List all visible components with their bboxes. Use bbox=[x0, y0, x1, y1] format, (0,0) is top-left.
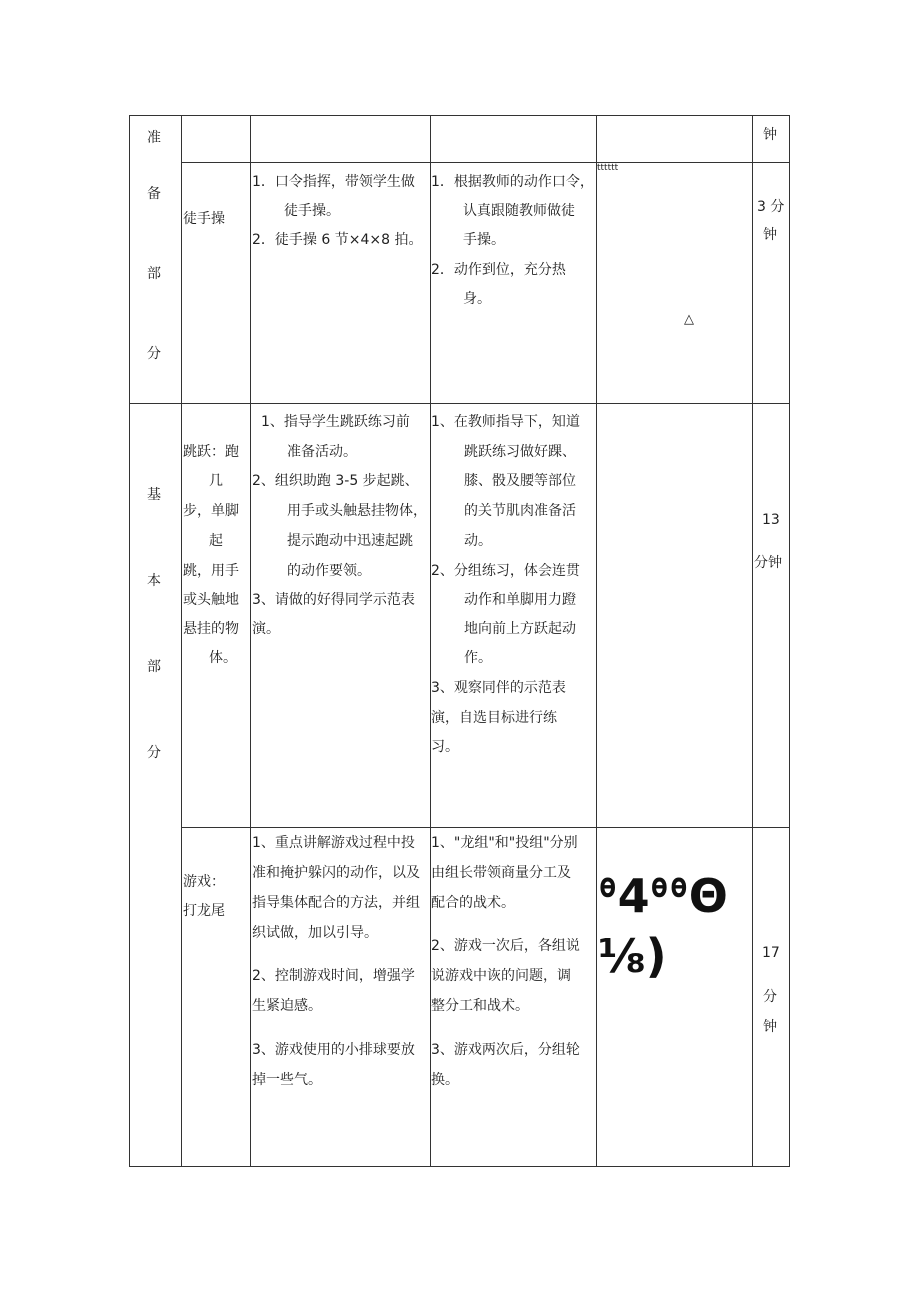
prep-organization-mark: tttttt bbox=[597, 163, 619, 173]
row-divider bbox=[130, 403, 789, 404]
col-divider bbox=[181, 116, 182, 1166]
col-divider bbox=[752, 116, 753, 1166]
row-divider bbox=[181, 162, 789, 163]
col-divider bbox=[596, 116, 597, 1166]
prep-content: 徒手操 bbox=[183, 211, 225, 227]
section-label-prep: 准 备 部 分 bbox=[147, 130, 161, 362]
triangle-icon: △ bbox=[684, 312, 694, 327]
top-row-time: 钟 bbox=[763, 127, 777, 143]
section-label-basic: 基 本 部 分 bbox=[147, 487, 161, 761]
col-divider bbox=[250, 116, 251, 1166]
